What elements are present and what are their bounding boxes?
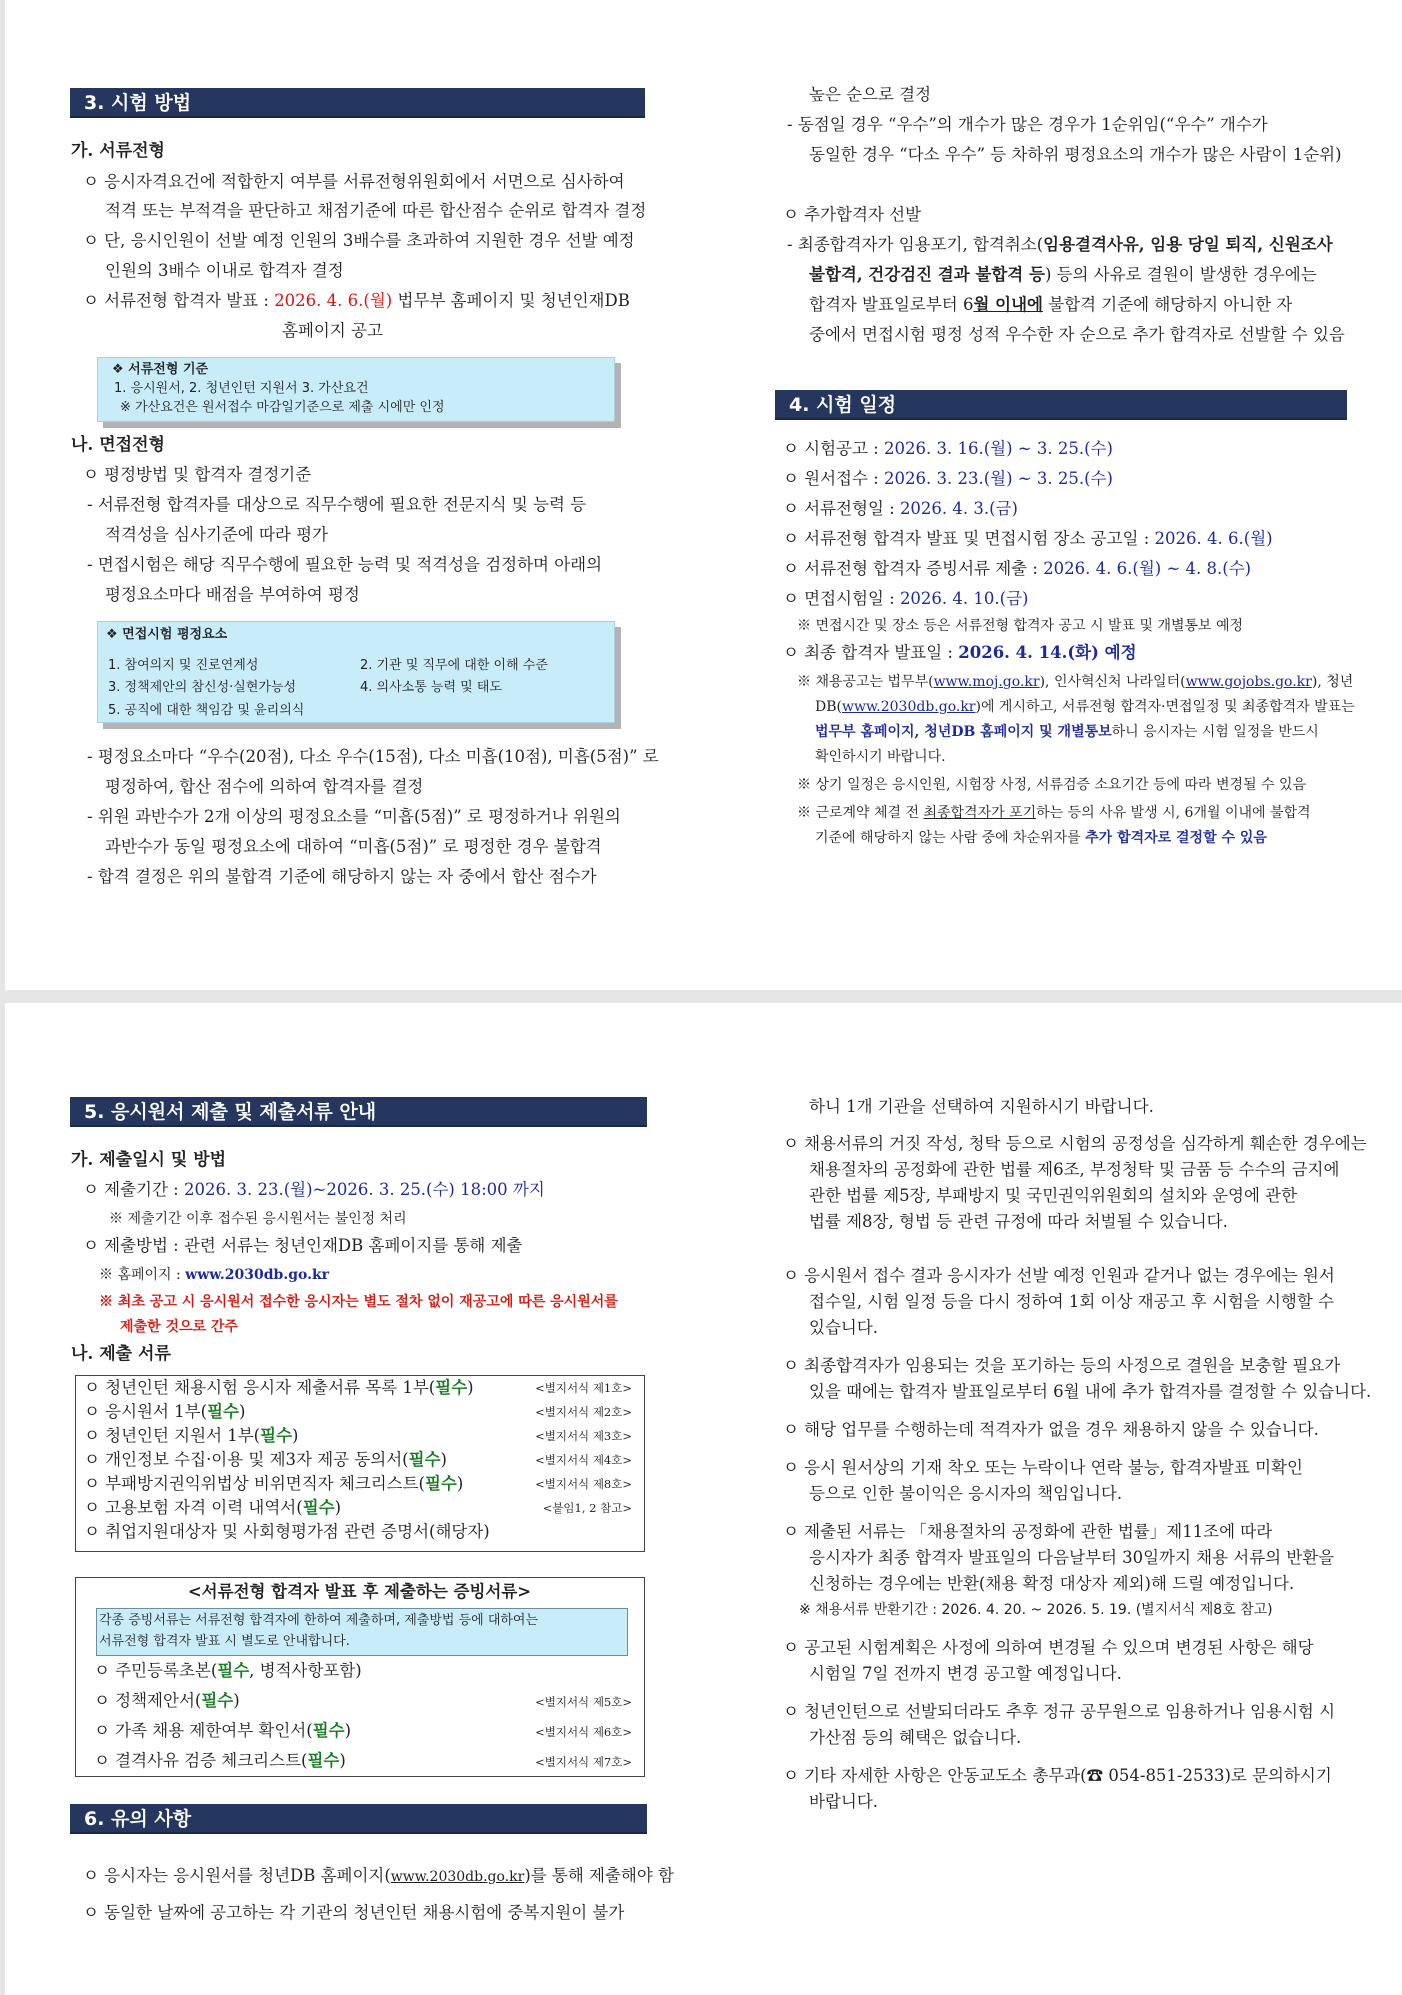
text: ㅇ 청년인턴 채용시험 응시자 제출서류 목록 1부( xyxy=(84,1378,436,1397)
paragraph: - 위원 과반수가 2개 이상의 평정요소를 “미흡(5점)” 로 평정하거나 위원의 xyxy=(87,807,621,826)
document-page-1 xyxy=(5,0,1402,990)
paragraph: 홈페이지 공고 xyxy=(282,321,383,340)
schedule-date: 2026. 4. 6.(월) xyxy=(1154,529,1273,548)
interview-criteria-box xyxy=(97,621,615,723)
box-line: 3. 정책제안의 참신성·실현가능성 xyxy=(108,680,297,695)
form-reference: <별지서식 제3호> xyxy=(535,1429,632,1443)
paragraph: ㅇ 동일한 날짜에 공고하는 각 기관의 청년인턴 채용시험에 중복지원이 불가 xyxy=(83,1903,625,1922)
text-underline: 최종합격자가 포기 xyxy=(923,805,1037,821)
schedule-label: ㅇ 서류전형 합격자 증빙서류 제출 : xyxy=(783,559,1044,578)
text: ) xyxy=(440,1450,447,1469)
evidence-item xyxy=(94,1720,351,1742)
text: ㅇ 결격사유 검증 체크리스트( xyxy=(94,1751,308,1770)
doc-item xyxy=(84,1473,463,1495)
form-reference: <별지서식 제8호> xyxy=(535,1477,632,1491)
required-badge: 필수 xyxy=(312,1721,345,1740)
required-documents-table xyxy=(75,1375,645,1552)
box-line: 2. 기관 및 직무에 대한 이해 수준 xyxy=(360,658,548,673)
text: 합격자 발표일로부터 6 xyxy=(809,295,974,314)
paragraph: ㅇ 응시원서 접수 결과 응시자가 선발 예정 인원과 같거나 없는 경우에는 원서 xyxy=(783,1266,1335,1285)
paragraph: 하니 1개 기관을 선택하여 지원하시기 바랍니다. xyxy=(809,1097,1154,1116)
text: ㅇ 주민등록초본( xyxy=(94,1661,218,1680)
schedule-item xyxy=(783,498,1018,520)
doc-item xyxy=(84,1377,474,1399)
text: - 최종합격자가 임용포기, 합격취소( xyxy=(787,235,1044,254)
page1-right-column xyxy=(705,0,1402,990)
paragraph: 평정하여, 합산 점수에 의하여 합격자를 결정 xyxy=(105,777,424,796)
notice-line xyxy=(815,696,1355,718)
text: ㅇ 응시원서 1부( xyxy=(84,1402,208,1421)
section5-header: 5. 응시원서 제출 및 제출서류 안내 xyxy=(70,1097,647,1127)
schedule-date: 2026. 3. 16.(월) ~ 3. 25.(수) xyxy=(884,439,1113,458)
schedule-item xyxy=(783,528,1273,550)
paragraph: 적격성을 심사기준에 따라 평가 xyxy=(105,525,328,544)
schedule-label: ㅇ 시험공고 : xyxy=(783,439,884,458)
paragraph: ㅇ 해당 업무를 수행하는데 적격자가 없을 경우 채용하지 않을 수 있습니다. xyxy=(783,1420,1319,1439)
paragraph: 법률 제8장, 형법 등 관련 규정에 따라 처벌될 수 있습니다. xyxy=(809,1212,1228,1231)
paragraph: ㅇ 응시자격요건에 적합한지 여부를 서류전형위원회에서 서면으로 심사하여 xyxy=(83,172,625,191)
paragraph: ㅇ 기타 자세한 사항은 안동교도소 총무과(☎ 054-851-2533)로 문의하시기 xyxy=(783,1766,1332,1785)
paragraph: 중에서 면접시험 평정 성적 우수한 자 순으로 추가 합격자로 선발할 수 있음 xyxy=(809,325,1345,344)
date-highlight: 2026. 4. 6.(월) xyxy=(274,291,393,310)
text: ) xyxy=(292,1426,299,1445)
schedule-label: ㅇ 서류전형일 : xyxy=(783,499,900,518)
text: ) xyxy=(334,1498,342,1517)
document-page-2 xyxy=(5,1003,1402,1995)
text-bold-blue: 추가 합격자로 결정할 수 있음 xyxy=(1085,830,1267,846)
paragraph: ㅇ 청년인턴으로 선발되더라도 추후 정규 공무원으로 임용하거나 임용시험 시 xyxy=(783,1702,1336,1721)
warning-note: ※ 최초 공고 시 응시원서 접수한 응시자는 별도 절차 없이 재공고에 따른 응시원서를 xyxy=(99,1294,618,1310)
subsection-na-title: 나. 면접전형 xyxy=(71,435,165,455)
note: ※ 채용서류 반환기간 : 2026. 4. 20. ~ 2026. 5. 19. (별지서식 제8호 참고) xyxy=(799,1602,1273,1618)
paragraph: 있습니다. xyxy=(809,1318,879,1337)
box-title: ❖ 서류전형 기준 xyxy=(112,362,209,377)
paragraph: 있을 때에는 합격자 발표일로부터 6월 내에 추가 합격자를 결정할 수 있습니다. xyxy=(809,1382,1372,1401)
notice-line: ※ 상기 일정은 응시인원, 시험장 사정, 서류검증 소요기간 등에 따라 변경될 수 있음 xyxy=(797,777,1307,793)
paragraph xyxy=(83,1179,545,1201)
box-line: 1. 응시원서, 2. 청년인턴 지원서 3. 가산요건 xyxy=(114,381,369,396)
evidence-item xyxy=(94,1690,240,1712)
schedule-item xyxy=(783,438,1113,460)
evidence-note: 각종 증빙서류는 서류전형 합격자에 한하여 제출하며, 제출방법 등에 대하여는 xyxy=(99,1613,539,1628)
evidence-note: 서류전형 합격자 발표 시 별도로 안내합니다. xyxy=(99,1634,350,1649)
evidence-item xyxy=(94,1660,362,1682)
schedule-date: 2026. 4. 10.(금) xyxy=(899,589,1029,608)
paragraph: 높은 순으로 결정 xyxy=(809,85,932,104)
paragraph: ㅇ 추가합격자 선발 xyxy=(783,205,922,224)
required-badge: 필수 xyxy=(408,1450,441,1469)
paragraph: 적격 또는 부적격을 판단하고 채점기준에 따른 합산점수 순위로 합격자 결정 xyxy=(105,201,647,220)
paragraph: ㅇ 제출방법 : 관련 서류는 청년인재DB 홈페이지를 통해 제출 xyxy=(83,1236,523,1255)
evidence-note-box xyxy=(96,1608,628,1656)
paragraph: 바랍니다. xyxy=(809,1792,879,1811)
notice-line: 확인하시기 바랍니다. xyxy=(815,749,946,765)
text: , 병적사항포함) xyxy=(249,1661,362,1680)
schedule-note: ※ 면접시간 및 장소 등은 서류전형 합격자 공고 시 발표 및 개별통보 예정 xyxy=(797,618,1244,634)
warning-note: 제출한 것으로 간주 xyxy=(120,1319,238,1335)
doc-item xyxy=(84,1449,447,1471)
paragraph: 가산점 등의 혜택은 없습니다. xyxy=(809,1728,1022,1747)
schedule-item xyxy=(783,558,1251,580)
paragraph: - 면접시험은 해당 직무수행에 필요한 능력 및 적격성을 검정하며 아래의 xyxy=(87,555,603,574)
text: ㅇ 청년인턴 지원서 1부( xyxy=(84,1426,261,1445)
subsection-ga-title: 가. 서류전형 xyxy=(71,141,165,161)
text: ㅇ 개인정보 수집·이용 및 제3자 제공 동의서( xyxy=(84,1450,409,1469)
paragraph: 시험일 7일 전까지 변경 공고할 예정입니다. xyxy=(809,1664,1122,1683)
paragraph: ㅇ 최종합격자가 임용되는 것을 포기하는 등의 사정으로 결원을 보충할 필요가 xyxy=(783,1356,1341,1375)
paragraph: ㅇ 채용서류의 거짓 작성, 청탁 등으로 시험의 공정성을 심각하게 훼손한 경우에는 xyxy=(783,1134,1367,1153)
notice-line xyxy=(815,827,1267,849)
text: ) xyxy=(456,1474,464,1493)
paragraph: 동일한 경우 “다소 우수” 등 차하위 평정요소의 개수가 많은 사람이 1순위) xyxy=(809,145,1342,164)
text: ), 인사혁신처 나라일터( xyxy=(1039,674,1186,690)
doc-item xyxy=(84,1521,490,1543)
paragraph xyxy=(809,294,1292,316)
paragraph xyxy=(809,264,1317,286)
form-reference: <별지서식 제1호> xyxy=(535,1381,632,1395)
paragraph: ㅇ 단, 응시인원이 선발 예정 인원의 3배수를 초과하여 지원한 경우 선발 예정 xyxy=(83,231,635,250)
schedule-label: ㅇ 서류전형 합격자 발표 및 면접시험 장소 공고일 : xyxy=(783,529,1155,548)
text: ㅇ 고용보험 자격 이력 내역서( xyxy=(84,1498,303,1517)
paragraph: - 합격 결정은 위의 불합격 기준에 해당하지 않는 자 중에서 합산 점수가 xyxy=(87,867,597,886)
text: ※ 근로계약 체결 전 xyxy=(797,805,924,821)
schedule-item xyxy=(783,642,1137,664)
required-badge: 필수 xyxy=(217,1661,250,1680)
box-line: ※ 가산요건은 원서접수 마감일기준으로 제출 시에만 인정 xyxy=(120,400,445,415)
evidence-documents-table xyxy=(75,1577,645,1777)
text: ㅇ 제출기간 : xyxy=(83,1180,184,1199)
section6-header: 6. 유의 사항 xyxy=(70,1804,647,1834)
text: ) xyxy=(467,1378,474,1397)
2030db-link[interactable]: www.2030db.go.kr xyxy=(185,1267,330,1283)
paragraph: 평정요소마다 배점을 부여하여 평정 xyxy=(105,585,360,604)
notice-line xyxy=(815,721,1319,743)
section4-header: 4. 시험 일정 xyxy=(775,390,1347,420)
paragraph: 과반수가 동일 평정요소에 대하여 “미흡(5점)” 로 평정한 경우 불합격 xyxy=(105,837,602,856)
evidence-item xyxy=(94,1750,346,1772)
schedule-date: 2026. 4. 6.(월) ~ 4. 8.(수) xyxy=(1043,559,1252,578)
schedule-date: 2026. 4. 14.(화) 예정 xyxy=(958,643,1137,662)
page1-left-column xyxy=(5,0,705,990)
schedule-label: ㅇ 최종 합격자 발표일 : xyxy=(783,643,959,662)
gojobs-link[interactable]: www.gojobs.go.kr xyxy=(1185,674,1312,690)
text: ) xyxy=(233,1691,240,1710)
required-badge: 필수 xyxy=(435,1378,468,1397)
form-reference: <별지서식 제4호> xyxy=(535,1453,632,1467)
paragraph: 응시자가 최종 합격자 발표일의 다음날부터 30일까지 채용 서류의 반환을 xyxy=(809,1548,1335,1567)
note: ※ 제출기간 이후 접수된 응시원서는 불인정 처리 xyxy=(109,1211,407,1227)
doc-item xyxy=(84,1497,341,1519)
2030db-link[interactable]: www.2030db.go.kr xyxy=(841,699,976,715)
text: 하니 응시자는 시험 일정을 반드시 xyxy=(1111,724,1319,740)
text: ) 등의 사유로 결원이 발생한 경우에는 xyxy=(1044,265,1317,284)
paragraph: ㅇ 응시 원서상의 기재 착오 또는 누락이나 연락 불능, 합격자발표 미확인 xyxy=(783,1458,1303,1477)
paragraph xyxy=(83,1865,674,1888)
text: ), 청년 xyxy=(1311,674,1354,690)
date-highlight: 2026. 3. 23.(월)~2026. 3. 25.(수) 18:00 까지 xyxy=(184,1180,545,1199)
text-bold: 불합격, 건강검진 결과 불합격 등 xyxy=(809,265,1045,284)
paragraph: 접수일, 시험 일정 등을 다시 정하여 1회 이상 재공고 후 시험을 시행할 수 xyxy=(809,1292,1334,1311)
text: ㅇ 서류전형 합격자 발표 : xyxy=(83,291,275,310)
paragraph: ㅇ 제출된 서류는 「채용절차의 공정화에 관한 법률」제11조에 따라 xyxy=(783,1522,1273,1541)
required-badge: 필수 xyxy=(207,1402,239,1421)
text: DB( xyxy=(815,699,842,715)
paragraph: - 동점일 경우 “우수”의 개수가 많은 경우가 1순위임(“우수” 개수가 xyxy=(787,115,1268,134)
required-badge: 필수 xyxy=(424,1474,457,1493)
paragraph: ㅇ 공고된 시험계획은 사정에 의하여 변경될 수 있으며 변경된 사항은 해당 xyxy=(783,1638,1314,1657)
form-reference: <별지서식 제7호> xyxy=(535,1755,632,1769)
text: ㅇ 취업지원대상자 및 사회형평가점 관련 증명서(해당자) xyxy=(84,1522,490,1541)
text: 기준에 해당하지 않는 사람 중에 차순위자를 xyxy=(815,830,1086,846)
text: 불합격 기준에 해당하지 아니한 자 xyxy=(1042,295,1293,314)
page2-left-column xyxy=(5,1003,705,1995)
text: ) xyxy=(339,1751,346,1770)
text-underline: 월 이내에 xyxy=(973,295,1043,314)
text-bold: 임용결격사유, 임용 당일 퇴직, 신원조사 xyxy=(1043,235,1333,254)
form-reference: <붙임1, 2 참고> xyxy=(542,1501,632,1515)
box-line: 1. 참여의지 및 진로연계성 xyxy=(108,658,259,673)
schedule-date: 2026. 4. 3.(금) xyxy=(899,499,1018,518)
paragraph: - 서류전형 합격자를 대상으로 직무수행에 필요한 전문지식 및 능력 등 xyxy=(87,495,587,514)
text: ㅇ 부패방지권익위법상 비위면직자 체크리스트( xyxy=(84,1474,425,1493)
page2-right-column xyxy=(705,1003,1402,1995)
required-badge: 필수 xyxy=(260,1426,293,1445)
box-title: ❖ 면접시험 평정요소 xyxy=(106,627,228,642)
text: ㅇ 가족 채용 제한여부 확인서( xyxy=(94,1721,313,1740)
evidence-title: <서류전형 합격자 발표 후 제출하는 증빙서류> xyxy=(187,1582,532,1601)
schedule-date: 2026. 3. 23.(월) ~ 3. 25.(수) xyxy=(884,469,1113,488)
required-badge: 필수 xyxy=(307,1751,340,1770)
paragraph: ㅇ 평정방법 및 합격자 결정기준 xyxy=(83,465,312,484)
note xyxy=(99,1264,329,1286)
document-criteria-box xyxy=(97,357,615,422)
doc-item xyxy=(84,1401,245,1423)
form-reference: <별지서식 제2호> xyxy=(535,1405,632,1419)
text: )를 통해 제출해야 함 xyxy=(524,1866,674,1885)
section3-header: 3. 시험 방법 xyxy=(70,88,645,118)
text: 법무부 홈페이지 및 청년인재DB xyxy=(392,291,630,310)
doc-item xyxy=(84,1425,298,1447)
text: ※ 홈페이지 : xyxy=(99,1267,186,1283)
paragraph xyxy=(83,290,630,312)
paragraph: 채용절차의 공정화에 관한 법률 제6조, 부정청탁 및 금품 등 수수의 금지에 xyxy=(809,1160,1340,1179)
notice-line xyxy=(797,671,1353,693)
paragraph: 신청하는 경우에는 반환(채용 확정 대상자 제외)해 드릴 예정입니다. xyxy=(809,1574,1295,1593)
form-reference: <별지서식 제6호> xyxy=(535,1725,632,1739)
text: ※ 채용공고는 법무부( xyxy=(797,674,934,690)
text: 하는 등의 사유 발생 시, 6개월 이내에 불합격 xyxy=(1036,805,1311,821)
text-bold-blue: 법무부 홈페이지, 청년DB 홈페이지 및 개별통보 xyxy=(815,724,1112,740)
text: )에 게시하고, 서류전형 합격자·면접일정 및 최종합격자 발표는 xyxy=(975,699,1355,715)
moj-link[interactable]: www.moj.go.kr xyxy=(933,674,1040,690)
paragraph: - 평정요소마다 “우수(20점), 다소 우수(15점), 다소 미흡(10점), 미흡(5점)” 로 xyxy=(87,747,659,766)
schedule-label: ㅇ 면접시험일 : xyxy=(783,589,900,608)
subsection-na-title: 나. 제출 서류 xyxy=(71,1344,171,1364)
schedule-item xyxy=(783,468,1113,490)
text: ) xyxy=(238,1402,246,1421)
form-reference: <별지서식 제5호> xyxy=(535,1695,632,1709)
box-line: 4. 의사소통 능력 및 태도 xyxy=(360,680,502,695)
paragraph xyxy=(787,234,1333,256)
text: ) xyxy=(344,1721,352,1740)
schedule-label: ㅇ 원서접수 : xyxy=(783,469,884,488)
notice-line xyxy=(797,802,1311,824)
2030db-link[interactable]: www.2030db.go.kr xyxy=(390,1869,525,1885)
text: ㅇ 정책제안서( xyxy=(94,1691,202,1710)
paragraph: 인원의 3배수 이내로 합격자 결정 xyxy=(105,261,344,280)
paragraph: 관한 법률 제5장, 부패방지 및 국민권익위원회의 설치와 운영에 관한 xyxy=(809,1186,1298,1205)
box-line: 5. 공직에 대한 책임감 및 윤리의식 xyxy=(108,703,305,718)
text: ㅇ 응시자는 응시원서를 청년DB 홈페이지( xyxy=(83,1866,391,1885)
paragraph: 등으로 인한 불이익은 응시자의 책임입니다. xyxy=(809,1484,1123,1503)
required-badge: 필수 xyxy=(302,1498,335,1517)
required-badge: 필수 xyxy=(201,1691,234,1710)
schedule-item xyxy=(783,588,1028,610)
subsection-ga-title: 가. 제출일시 및 방법 xyxy=(71,1150,227,1170)
